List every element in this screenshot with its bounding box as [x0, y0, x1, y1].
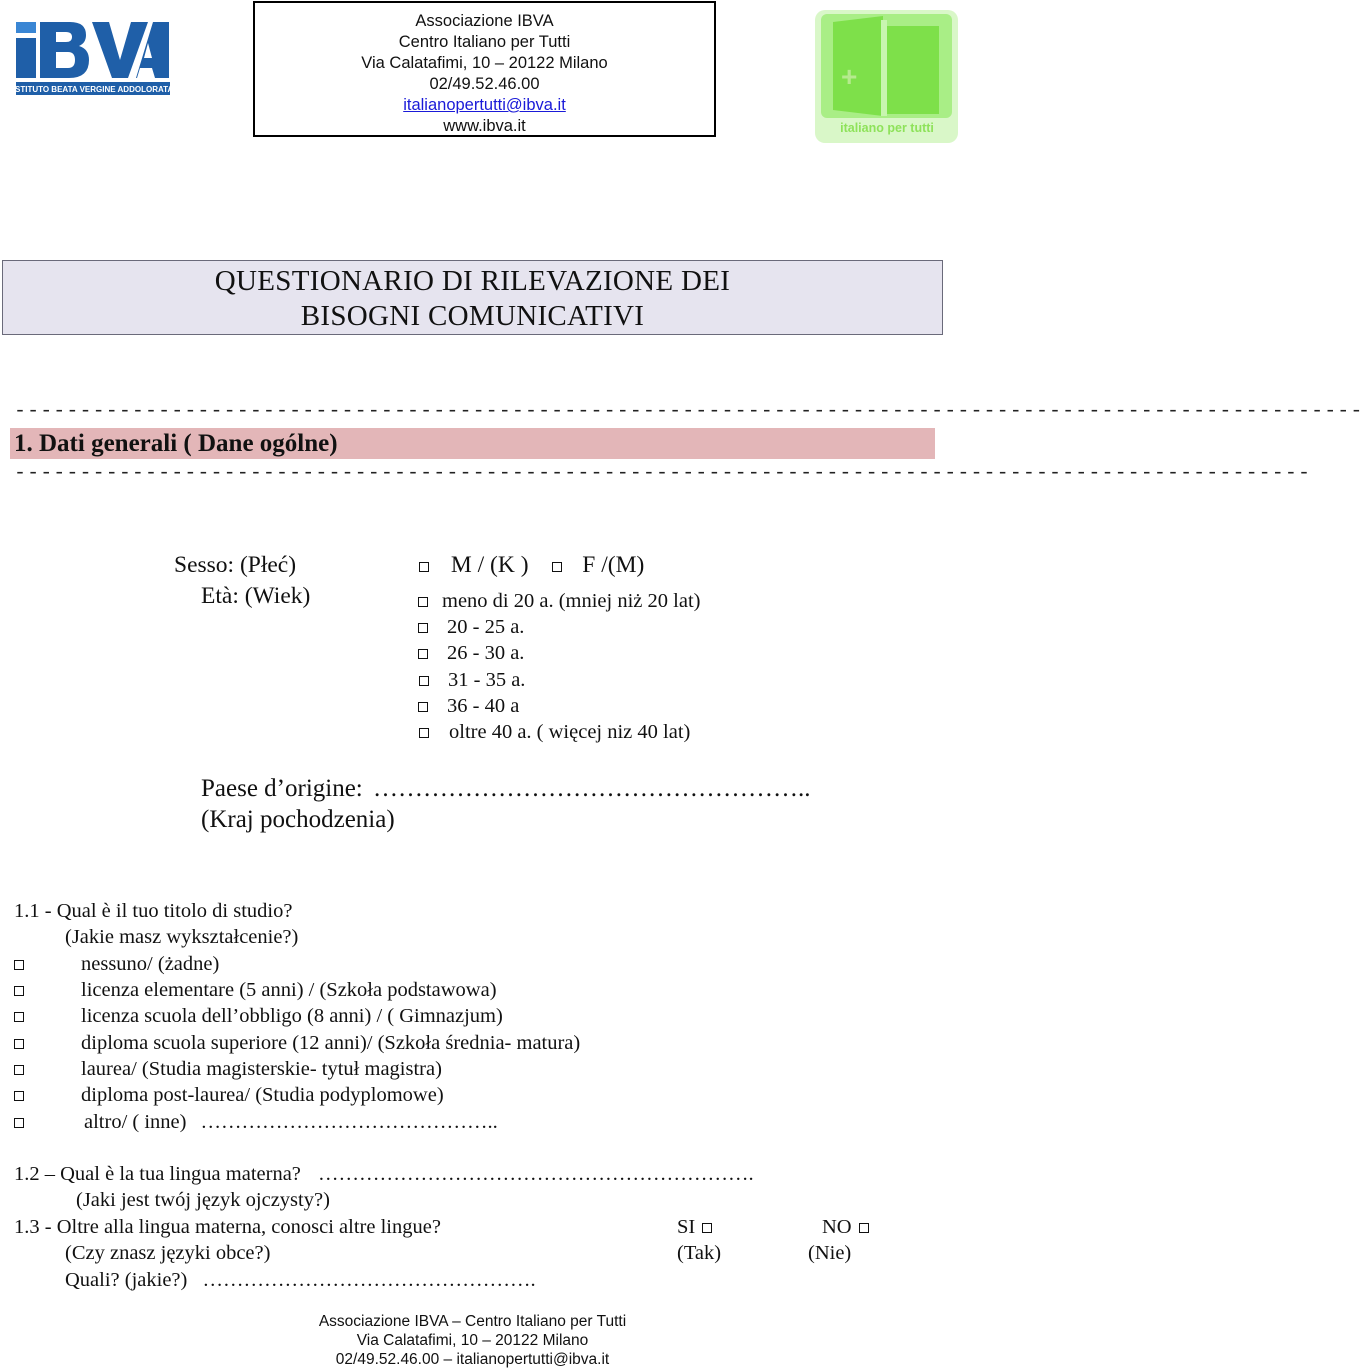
checkbox-female[interactable] [552, 562, 562, 572]
age-option: 31 - 35 a. [419, 667, 525, 693]
q13-which-dots[interactable]: …………………………………………. [202, 1269, 536, 1291]
age-option: oltre 40 a. ( więcej niz 40 lat) [419, 719, 690, 745]
sex-options [419, 552, 644, 579]
origin-label: Paese d’origine: [201, 775, 363, 802]
checkbox-education-1[interactable] [14, 986, 24, 996]
q13-question-pl: (Czy znasz języki obce?) [65, 1242, 271, 1264]
checkbox-no[interactable] [859, 1223, 869, 1233]
footer [0, 1312, 945, 1369]
section-1-title: 1. Dati generali ( Dane ogólne) [14, 430, 338, 457]
other-input-dots[interactable]: …………………………………….. [200, 1111, 498, 1133]
origin-input-dots[interactable]: …………………………………………….. [373, 775, 811, 802]
checkbox-age-4[interactable] [418, 702, 428, 712]
q12-question-pl: (Jaki jest twój język ojczysty?) [76, 1189, 330, 1211]
phone: 02/49.52.46.00 [429, 75, 540, 93]
checkbox-age-1[interactable] [418, 623, 428, 633]
title-line-2: BISOGNI COMUNICATIVI [300, 300, 645, 332]
contact-box [253, 1, 716, 137]
q11-option: nessuno/ (żadne) [14, 951, 219, 977]
association-name: Associazione IBVA [415, 12, 554, 30]
q11-option: licenza scuola dell’obbligo (8 anni) / ( Gimnazjum) [14, 1003, 503, 1029]
checkbox-yes[interactable] [702, 1223, 712, 1233]
q11-option: licenza elementare (5 anni) / (Szkoła podstawowa) [14, 977, 497, 1003]
q12-question: 1.2 – Qual è la tua lingua materna? [14, 1163, 301, 1185]
origin-label-pl: (Kraj pochodzenia) [201, 806, 395, 833]
q13-question: 1.3 - Oltre alla lingua materna, conosci altre lingue? [14, 1216, 441, 1238]
checkbox-male[interactable] [419, 562, 429, 572]
q12-input-dots[interactable]: ………………………………………………………. [318, 1163, 754, 1185]
checkbox-education-5[interactable] [14, 1091, 24, 1101]
questionnaire-title [2, 260, 943, 335]
checkbox-age-3[interactable] [419, 676, 429, 686]
q13-which-row [65, 1267, 536, 1293]
website[interactable]: www.ibva.it [443, 117, 526, 135]
sex-option-male: M / (K ) [450, 552, 529, 578]
footer-line-1: Associazione IBVA – Centro Italiano per Tutti [318, 1313, 627, 1330]
q11-option: diploma post-laurea/ (Studia podyplomowe) [14, 1082, 444, 1108]
checkbox-age-0[interactable] [418, 597, 428, 607]
svg-text:+: + [841, 61, 858, 92]
origin-field [201, 775, 811, 803]
title-line-1: QUESTIONARIO DI RILEVAZIONE DEI [214, 265, 731, 297]
age-label: Età: (Wiek) [201, 583, 311, 609]
dashed-divider-top: ------------------------------------------------------------------------------------------------------- [14, 400, 1364, 423]
q13-yes-pl: (Tak) [677, 1242, 722, 1264]
center-name: Centro Italiano per Tutti [398, 33, 571, 51]
dashed-divider-bottom: --------------------------------------------------------------------------------------------------- [14, 462, 1312, 485]
q13-yes: SI [677, 1214, 712, 1240]
age-option: 26 - 30 a. [418, 640, 524, 666]
age-option: 20 - 25 a. [418, 614, 524, 640]
email-link[interactable]: italianopertutti@ibva.it [403, 96, 566, 114]
checkbox-education-3[interactable] [14, 1039, 24, 1049]
age-option: 36 - 40 a [418, 693, 519, 719]
q13-which-label: Quali? (jakie?) [65, 1269, 188, 1291]
ibva-logo [12, 22, 174, 96]
footer-line-3: 02/49.52.46.00 – italianopertutti@ibva.it [335, 1351, 610, 1368]
q13-no: NO [822, 1214, 869, 1240]
checkbox-education-4[interactable] [14, 1065, 24, 1075]
q11-question-pl: (Jakie masz wykształcenie?) [65, 926, 299, 948]
sex-label: Sesso: (Płeć) [174, 552, 297, 578]
age-option: meno di 20 a. (mniej niż 20 lat) [418, 588, 700, 614]
checkbox-education-2[interactable] [14, 1012, 24, 1022]
checkbox-age-2[interactable] [418, 649, 428, 659]
q13-no-pl: (Nie) [808, 1242, 852, 1264]
q11-option: diploma scuola superiore (12 anni)/ (Szkoła średnia- matura) [14, 1030, 580, 1056]
logo-caption: italiano per tutti [840, 121, 934, 135]
q11-question: 1.1 - Qual è il tuo titolo di studio? [14, 900, 293, 922]
q11-option: laurea/ (Studia magisterskie- tytuł magistra) [14, 1056, 442, 1082]
italiano-per-tutti-logo [815, 10, 958, 143]
footer-line-2: Via Calatafimi, 10 – 20122 Milano [356, 1332, 589, 1349]
sex-option-female: F /(M) [582, 552, 645, 578]
q11-option: altro/ ( inne) …………………………………….. [14, 1109, 498, 1135]
checkbox-education-0[interactable] [14, 960, 24, 970]
checkbox-education-6[interactable] [14, 1118, 24, 1128]
checkbox-age-5[interactable] [419, 728, 429, 738]
q12-row [14, 1161, 754, 1187]
ibva-tagline: ISTITUTO BEATA VERGINE ADDOLORATA [12, 85, 174, 94]
address: Via Calatafimi, 10 – 20122 Milano [361, 54, 608, 72]
